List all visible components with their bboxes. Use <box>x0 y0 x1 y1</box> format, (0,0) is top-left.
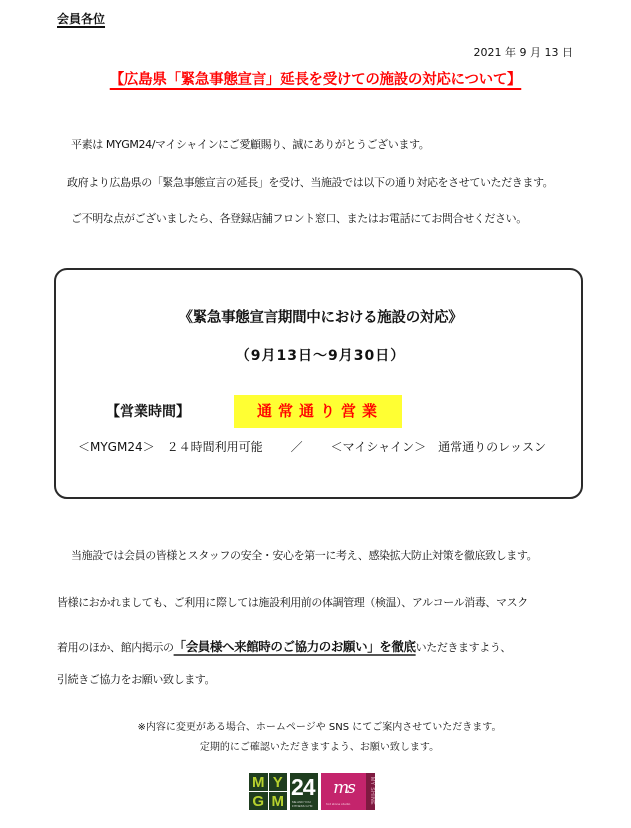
document-title <box>0 68 631 89</box>
intro-paragraph-2: 政府より広島県の「緊急事態宣言の延長」を受け、当施設では以下の通り対応をさせていただきます。 <box>67 176 554 189</box>
notice-heading: 《緊急事態宣言期間中における施設の対応》 <box>178 310 463 326</box>
mygm-logo <box>249 773 287 810</box>
notice-box <box>54 268 583 499</box>
myshine-vertical-label: MY SHINE <box>366 773 375 810</box>
detail-mygm: ＜MYGM24＞ ２４時間利用可能 <box>78 440 263 454</box>
detail-separator: ／ <box>290 440 303 454</box>
notice-period: （9月13日～9月30日） <box>235 348 406 364</box>
body-paragraph-2: 皆様におかれましても、ご利用に際しては施設利用前の体調管理（検温）、アルコール消毒、マスク <box>57 596 528 609</box>
body-p3-before: 着用のほか、館内掲示の <box>57 641 174 654</box>
intro-paragraph-1: 平素は MYGM24/マイシャインにご愛顧賜り、誠にありがとうございます。 <box>71 138 430 151</box>
body-p3-emphasis: 「会員様へ来館時のご協力のお願い」を徹底 <box>173 639 416 654</box>
business-hours-label: 【営業時間】 <box>106 404 190 420</box>
mygm-letter: M <box>249 773 268 791</box>
mygm-letter: Y <box>269 773 288 791</box>
myshine-mark: ms <box>333 778 354 798</box>
myshine-subtitle: hot stone studio <box>326 802 351 806</box>
body-paragraph-1: 当施設では会員の皆様とスタッフの安全・安心を第一に考え、感染拡大防止対策を徹底致します。 <box>71 549 538 562</box>
document-title-text: 【広島県「緊急事態宣言」延長を受けての施設の対応について】 <box>109 72 522 88</box>
myshine-logo <box>321 773 375 810</box>
detail-myshine: ＜マイシャイン＞ 通常通りのレッスン <box>330 440 547 454</box>
body-p3-after: いただきますよう、 <box>415 641 512 654</box>
mygm-letter: M <box>269 792 288 810</box>
body-paragraph-3 <box>57 637 511 655</box>
mygm-tagline: ME AND YOU FITNESS GYM <box>292 800 313 808</box>
mygm-number: 24 <box>291 774 315 800</box>
facility-detail <box>78 438 546 455</box>
business-hours-value: 通常通り営業 <box>234 395 402 428</box>
mygm-24-logo <box>290 773 318 810</box>
footer-note-1: ※内容に変更がある場合、ホームページや SNS にてご案内させていただきます。 <box>137 722 502 733</box>
salutation: 会員各位 <box>57 12 106 26</box>
body-paragraph-4: 引続きご協力をお願い致します。 <box>57 673 216 686</box>
intro-paragraph-3: ご不明な点がございましたら、各登録店舗フロント窓口、またはお電話にてお問合せください。 <box>71 212 527 225</box>
mygm-letter: G <box>249 792 268 810</box>
brand-logos <box>249 773 375 810</box>
footer-note-2: 定期的にご確認いただきますよう、お願い致します。 <box>199 742 440 753</box>
document-date: 2021 年 9 月 13 日 <box>473 46 573 59</box>
